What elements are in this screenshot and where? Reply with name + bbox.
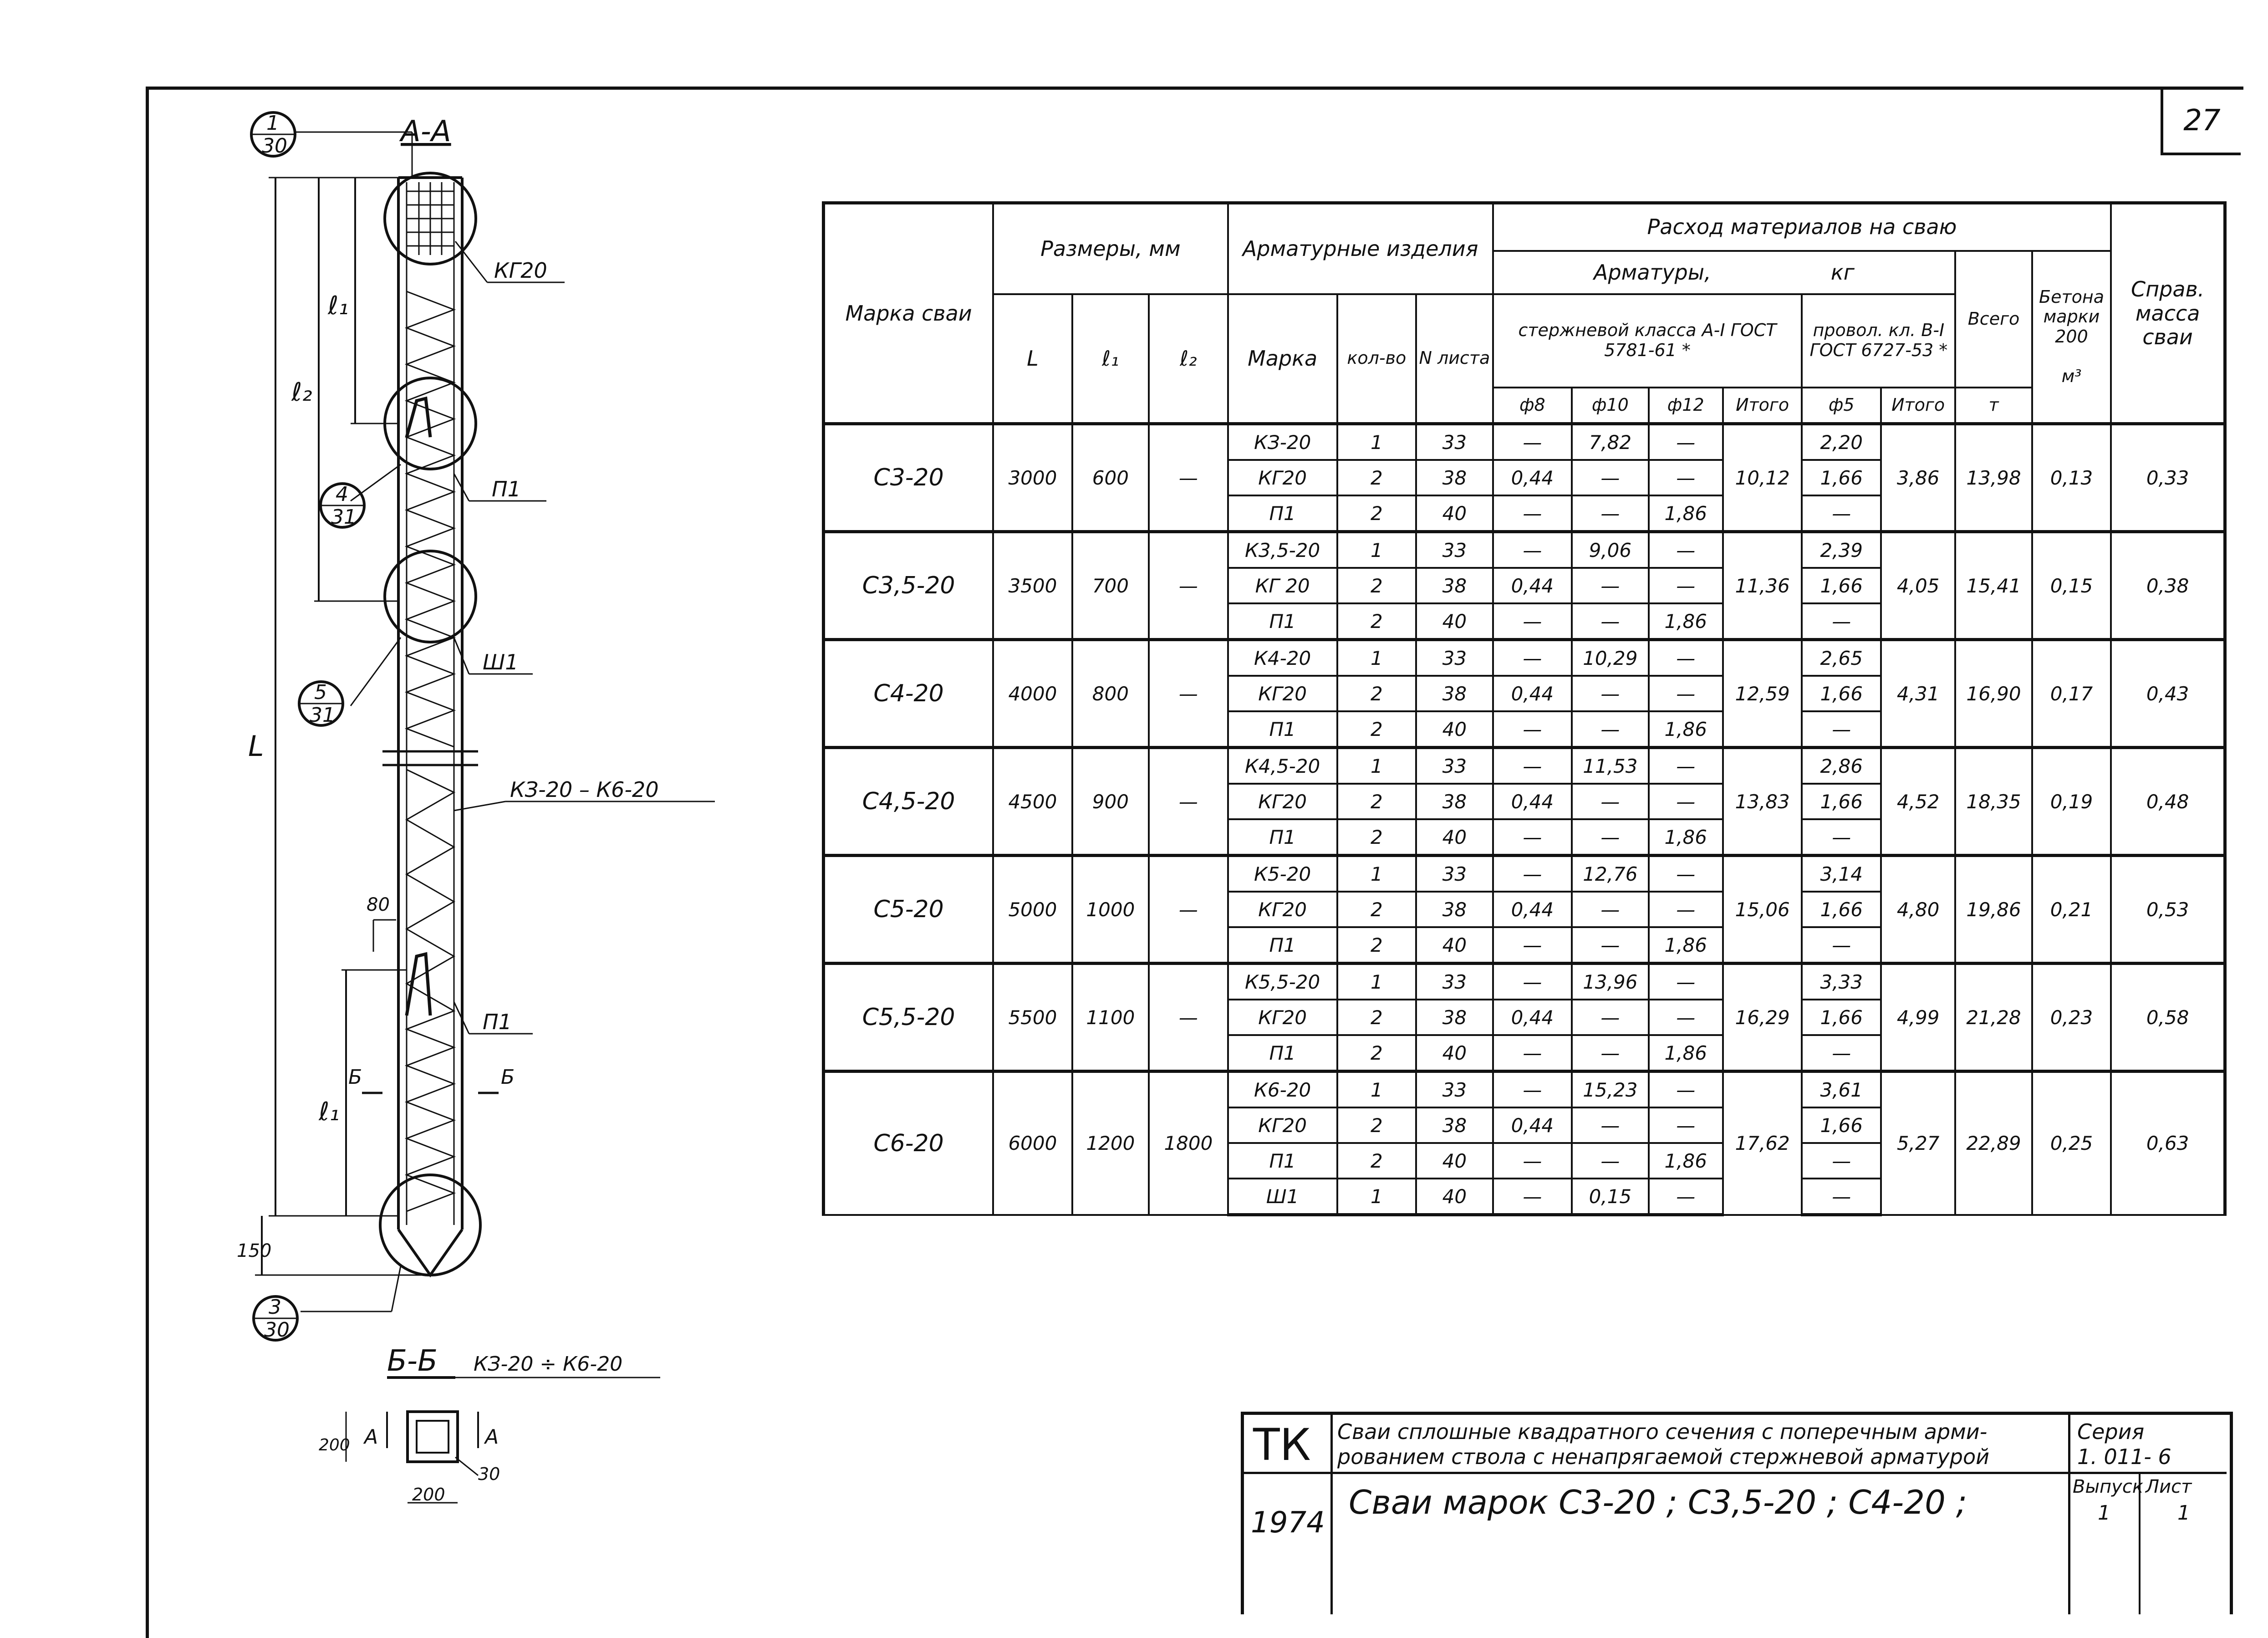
product-sheet: 40: [1416, 819, 1493, 856]
rebar-d10: 9,06: [1572, 532, 1648, 568]
rebar-d10: 10,29: [1572, 640, 1648, 676]
rebar-d12: —: [1649, 892, 1723, 927]
rebar-d12: —: [1649, 532, 1723, 568]
product-mark: П1: [1228, 819, 1337, 856]
rebar-d10: —: [1572, 1143, 1648, 1179]
total-all: 13,98: [1955, 424, 2032, 532]
rebar-d10: 0,15: [1572, 1179, 1648, 1215]
product-sheet: 33: [1416, 964, 1493, 1000]
label-dim-150: 150: [237, 1240, 272, 1261]
rebar-d8: —: [1493, 1179, 1572, 1215]
wire-d5: 3,33: [1802, 964, 1881, 1000]
rebar-d12: —: [1649, 784, 1723, 819]
tb-series-label: Серия: [2077, 1419, 2145, 1444]
header-rod: стержневой класса А-I ГОСТ 5781-61 *: [1493, 294, 1802, 388]
wire-d5: 3,61: [1802, 1072, 1881, 1108]
header-L: L: [993, 294, 1072, 424]
rebar-d8: 0,44: [1493, 568, 1572, 603]
tb-title: Сваи марок С3-20 ; С3,5-20 ; С4-20 ;: [1349, 1483, 1967, 1521]
rebar-d10: —: [1572, 819, 1648, 856]
product-sheet: 40: [1416, 1179, 1493, 1215]
table-row: [824, 424, 2225, 460]
rebar-d10: —: [1572, 784, 1648, 819]
pile-l2: —: [1149, 856, 1228, 964]
product-qty: 2: [1337, 1000, 1417, 1035]
pile-mass: 0,63: [2111, 1072, 2225, 1215]
label-l2: ℓ₂: [291, 378, 312, 407]
product-qty: 1: [1337, 532, 1417, 568]
wire-d5: 1,66: [1802, 892, 1881, 927]
rebar-total: 10,12: [1723, 424, 1802, 532]
product-qty: 1: [1337, 856, 1417, 892]
label-kg20: КГ20: [494, 258, 547, 283]
rebar-d8: 0,44: [1493, 1107, 1572, 1143]
pile-mass: 0,48: [2111, 748, 2225, 856]
pile-l2: —: [1149, 532, 1228, 640]
rebar-d10: —: [1572, 460, 1648, 495]
section-bb-caption: КЗ-20 ÷ К6-20: [474, 1352, 623, 1376]
header-p-mark: Марка: [1228, 294, 1337, 424]
product-qty: 1: [1337, 748, 1417, 784]
product-mark: КГ20: [1228, 1000, 1337, 1035]
callout-4-den: 30: [264, 1318, 290, 1342]
wire-d5: 2,86: [1802, 748, 1881, 784]
rebar-d10: —: [1572, 676, 1648, 711]
pile-mass: 0,38: [2111, 532, 2225, 640]
rebar-d10: —: [1572, 927, 1648, 964]
product-mark: К4-20: [1228, 640, 1337, 676]
rebar-d10: —: [1572, 495, 1648, 532]
rebar-d8: 0,44: [1493, 892, 1572, 927]
product-qty: 2: [1337, 676, 1417, 711]
pile-mass: 0,53: [2111, 856, 2225, 964]
rebar-d10: —: [1572, 568, 1648, 603]
concrete-volume: 0,21: [2032, 856, 2111, 964]
rebar-d10: —: [1572, 603, 1648, 640]
rebar-d8: —: [1493, 964, 1572, 1000]
concrete-volume: 0,19: [2032, 748, 2111, 856]
total-all: 21,28: [1955, 964, 2032, 1072]
product-mark: КГ20: [1228, 676, 1337, 711]
pile-mark: С5,5-20: [824, 964, 994, 1072]
product-mark: П1: [1228, 1035, 1337, 1072]
rebar-d10: —: [1572, 711, 1648, 748]
rebar-d12: —: [1649, 1000, 1723, 1035]
wire-d5: —: [1802, 819, 1881, 856]
product-sheet: 40: [1416, 1035, 1493, 1072]
materials-table: [822, 201, 2227, 1216]
tb-series-value: 1. 011- 6: [2077, 1444, 2171, 1469]
rebar-d8: 0,44: [1493, 676, 1572, 711]
rebar-d12: —: [1649, 424, 1723, 460]
product-qty: 2: [1337, 892, 1417, 927]
header-all: Всего: [1955, 251, 2032, 388]
callout-4-num: 3: [269, 1296, 281, 1319]
pile-length: 3000: [993, 424, 1072, 532]
wire-total: 4,99: [1881, 964, 1955, 1072]
product-qty: 1: [1337, 1072, 1417, 1108]
header-wire-total: Итого: [1881, 388, 1955, 424]
product-qty: 2: [1337, 1143, 1417, 1179]
header-p-qty: кол-во: [1337, 294, 1417, 424]
header-sizes: Размеры, мм: [993, 203, 1228, 294]
table-row: [824, 532, 2225, 568]
product-sheet: 33: [1416, 640, 1493, 676]
product-sheet: 33: [1416, 424, 1493, 460]
product-sheet: 40: [1416, 495, 1493, 532]
product-mark: К4,5-20: [1228, 748, 1337, 784]
rebar-d12: 1,86: [1649, 1035, 1723, 1072]
wire-d5: —: [1802, 1035, 1881, 1072]
rebar-d12: 1,86: [1649, 1143, 1723, 1179]
total-all: 19,86: [1955, 856, 2032, 964]
product-sheet: 38: [1416, 1107, 1493, 1143]
rebar-d8: —: [1493, 856, 1572, 892]
label-p1-upper: П1: [492, 477, 521, 501]
product-mark: КГ20: [1228, 892, 1337, 927]
callout-3-den: 31: [310, 704, 335, 727]
product-qty: 2: [1337, 495, 1417, 532]
table-row: [824, 1072, 2225, 1108]
pile-l1: 1000: [1072, 856, 1149, 964]
product-mark: П1: [1228, 1143, 1337, 1179]
wire-d5: 2,39: [1802, 532, 1881, 568]
product-mark: КГ20: [1228, 784, 1337, 819]
rebar-d12: 1,86: [1649, 495, 1723, 532]
pile-l1: 800: [1072, 640, 1149, 748]
wire-d5: 1,66: [1802, 1107, 1881, 1143]
tb-sheet-label: Лист: [2146, 1476, 2192, 1497]
product-qty: 2: [1337, 784, 1417, 819]
wire-total: 4,52: [1881, 748, 1955, 856]
rebar-d8: —: [1493, 495, 1572, 532]
label-L: L: [248, 730, 264, 763]
label-dim-200-v: 200: [319, 1436, 350, 1454]
label-l1-lower: ℓ₁: [319, 1097, 340, 1127]
rebar-d8: 0,44: [1493, 784, 1572, 819]
label-cut-a-left: А: [364, 1425, 378, 1449]
rebar-total: 16,29: [1723, 964, 1802, 1072]
product-qty: 2: [1337, 568, 1417, 603]
rebar-d10: 11,53: [1572, 748, 1648, 784]
rebar-d8: 0,44: [1493, 460, 1572, 495]
pile-length: 4000: [993, 640, 1072, 748]
pile-l2: —: [1149, 748, 1228, 856]
title-block: [1241, 1412, 2233, 1614]
rebar-d10: 15,23: [1572, 1072, 1648, 1108]
pile-l2: —: [1149, 424, 1228, 532]
header-d8: ф8: [1493, 388, 1572, 424]
table-row: [824, 856, 2225, 892]
section-aa-title: А-А: [401, 115, 451, 148]
sheet-number: 27: [2161, 89, 2241, 155]
product-mark: КГ20: [1228, 1107, 1337, 1143]
product-sheet: 33: [1416, 532, 1493, 568]
label-cut-b-left: Б: [348, 1066, 362, 1089]
table-row: [824, 748, 2225, 784]
label-p1-lower: П1: [483, 1010, 512, 1034]
header-total: Итого: [1723, 388, 1802, 424]
tb-issue-label: Выпуск: [2073, 1476, 2143, 1497]
rebar-d8: —: [1493, 532, 1572, 568]
total-all: 22,89: [1955, 1072, 2032, 1215]
header-l2: ℓ₂: [1149, 294, 1228, 424]
product-qty: 2: [1337, 927, 1417, 964]
product-sheet: 33: [1416, 856, 1493, 892]
table-row: [824, 640, 2225, 676]
rebar-d12: —: [1649, 748, 1723, 784]
wire-d5: —: [1802, 711, 1881, 748]
wire-d5: —: [1802, 603, 1881, 640]
rebar-total: 12,59: [1723, 640, 1802, 748]
pile-l1: 1100: [1072, 964, 1149, 1072]
rebar-d12: —: [1649, 964, 1723, 1000]
rebar-d10: —: [1572, 1035, 1648, 1072]
pile-mass: 0,33: [2111, 424, 2225, 532]
product-sheet: 40: [1416, 711, 1493, 748]
wire-total: 4,80: [1881, 856, 1955, 964]
total-all: 16,90: [1955, 640, 2032, 748]
rebar-d8: —: [1493, 1035, 1572, 1072]
product-sheet: 33: [1416, 748, 1493, 784]
rebar-d12: —: [1649, 676, 1723, 711]
pile-mark: С5-20: [824, 856, 994, 964]
pile-length: 5000: [993, 856, 1072, 964]
tb-code: ТК: [1253, 1419, 1311, 1470]
product-mark: Ш1: [1228, 1179, 1337, 1215]
concrete-volume: 0,17: [2032, 640, 2111, 748]
product-mark: П1: [1228, 711, 1337, 748]
header-d12: ф12: [1649, 388, 1723, 424]
callout-2-den: 31: [331, 505, 357, 529]
header-p-sheet: N листа: [1416, 294, 1493, 424]
rebar-d12: 1,86: [1649, 819, 1723, 856]
header-wire: провол. кл. В-I ГОСТ 6727-53 *: [1802, 294, 1955, 388]
pile-mass: 0,58: [2111, 964, 2225, 1072]
wire-d5: —: [1802, 927, 1881, 964]
rebar-d8: —: [1493, 819, 1572, 856]
callout-1-den: 30: [262, 134, 287, 158]
rebar-d12: —: [1649, 460, 1723, 495]
rebar-d8: —: [1493, 1143, 1572, 1179]
label-dim-80: 80: [367, 894, 390, 915]
product-mark: КГ 20: [1228, 568, 1337, 603]
wire-d5: 3,14: [1802, 856, 1881, 892]
label-dim-200-h: 200: [412, 1485, 445, 1505]
product-sheet: 38: [1416, 676, 1493, 711]
callout-2-num: 4: [336, 483, 348, 506]
header-d10: ф10: [1572, 388, 1648, 424]
pile-mark: С3,5-20: [824, 532, 994, 640]
pile-l2: —: [1149, 964, 1228, 1072]
pile-l2: —: [1149, 640, 1228, 748]
rebar-total: 11,36: [1723, 532, 1802, 640]
rebar-d8: —: [1493, 640, 1572, 676]
rebar-d12: —: [1649, 856, 1723, 892]
pile-length: 6000: [993, 1072, 1072, 1215]
product-qty: 1: [1337, 1179, 1417, 1215]
pile-l1: 900: [1072, 748, 1149, 856]
concrete-volume: 0,25: [2032, 1072, 2111, 1215]
header-rebar: Арматуры, кг: [1493, 251, 1956, 294]
rebar-d12: —: [1649, 640, 1723, 676]
product-qty: 1: [1337, 424, 1417, 460]
pile-l1: 700: [1072, 532, 1149, 640]
pile-length: 4500: [993, 748, 1072, 856]
product-mark: К5-20: [1228, 856, 1337, 892]
product-sheet: 38: [1416, 892, 1493, 927]
tb-description-2: рованием ствола с ненапрягаемой стержневой арматурой: [1337, 1444, 1990, 1469]
rebar-total: 17,62: [1723, 1072, 1802, 1215]
rebar-d8: —: [1493, 603, 1572, 640]
label-cut-a-right: А: [485, 1425, 499, 1449]
rebar-d12: —: [1649, 568, 1723, 603]
table-row: [824, 964, 2225, 1000]
rebar-d10: 13,96: [1572, 964, 1648, 1000]
pile-l2: 1800: [1149, 1072, 1228, 1215]
concrete-volume: 0,23: [2032, 964, 2111, 1072]
label-sh1: Ш1: [483, 650, 519, 674]
label-cut-b-right: Б: [501, 1066, 515, 1089]
header-ref-mass: Справ. масса сваи: [2111, 203, 2225, 424]
tb-issue-value: 1: [2098, 1501, 2110, 1525]
rebar-d12: —: [1649, 1107, 1723, 1143]
tb-year: 1974: [1251, 1506, 1325, 1540]
rebar-total: 13,83: [1723, 748, 1802, 856]
rebar-d8: —: [1493, 748, 1572, 784]
product-qty: 2: [1337, 460, 1417, 495]
pile-mark: С4,5-20: [824, 748, 994, 856]
wire-d5: 1,66: [1802, 568, 1881, 603]
callout-3-num: 5: [314, 681, 327, 704]
rebar-d10: 12,76: [1572, 856, 1648, 892]
rebar-d12: 1,86: [1649, 927, 1723, 964]
wire-d5: 2,65: [1802, 640, 1881, 676]
header-consumption: Расход материалов на сваю: [1493, 203, 2111, 251]
total-all: 15,41: [1955, 532, 2032, 640]
product-mark: КГ20: [1228, 460, 1337, 495]
rebar-d10: —: [1572, 1107, 1648, 1143]
product-qty: 2: [1337, 1035, 1417, 1072]
wire-d5: 1,66: [1802, 784, 1881, 819]
product-qty: 1: [1337, 640, 1417, 676]
rebar-d8: —: [1493, 424, 1572, 460]
pile-drawing: [0, 0, 751, 1611]
pile-length: 3500: [993, 532, 1072, 640]
header-t: т: [1955, 388, 2032, 424]
product-mark: П1: [1228, 603, 1337, 640]
pile-mark: С6-20: [824, 1072, 994, 1215]
product-qty: 2: [1337, 1107, 1417, 1143]
wire-d5: 1,66: [1802, 676, 1881, 711]
rebar-d12: 1,86: [1649, 711, 1723, 748]
header-products: Арматурные изделия: [1228, 203, 1493, 294]
product-qty: 2: [1337, 819, 1417, 856]
total-all: 18,35: [1955, 748, 2032, 856]
product-sheet: 40: [1416, 1143, 1493, 1179]
rebar-d12: 1,86: [1649, 603, 1723, 640]
product-mark: К3,5-20: [1228, 532, 1337, 568]
label-dim-30: 30: [478, 1464, 500, 1484]
header-l1: ℓ₁: [1072, 294, 1149, 424]
concrete-volume: 0,13: [2032, 424, 2111, 532]
wire-d5: —: [1802, 1143, 1881, 1179]
product-mark: П1: [1228, 927, 1337, 964]
wire-d5: 2,20: [1802, 424, 1881, 460]
pile-mark: С3-20: [824, 424, 994, 532]
rebar-d8: —: [1493, 711, 1572, 748]
product-qty: 1: [1337, 964, 1417, 1000]
product-mark: КЗ-20: [1228, 424, 1337, 460]
pile-mass: 0,43: [2111, 640, 2225, 748]
product-sheet: 40: [1416, 603, 1493, 640]
product-sheet: 38: [1416, 568, 1493, 603]
rebar-d8: —: [1493, 927, 1572, 964]
rebar-d8: 0,44: [1493, 1000, 1572, 1035]
header-concrete: Бетона марки 200 м³: [2032, 251, 2111, 424]
header-mark: Марка сваи: [824, 203, 994, 424]
rebar-total: 15,06: [1723, 856, 1802, 964]
header-d5: ф5: [1802, 388, 1881, 424]
rebar-d10: 7,82: [1572, 424, 1648, 460]
label-k-range: КЗ-20 – К6-20: [510, 777, 659, 802]
product-qty: 2: [1337, 603, 1417, 640]
wire-total: 4,05: [1881, 532, 1955, 640]
product-sheet: 33: [1416, 1072, 1493, 1108]
product-sheet: 38: [1416, 1000, 1493, 1035]
rebar-d10: —: [1572, 1000, 1648, 1035]
product-qty: 2: [1337, 711, 1417, 748]
wire-total: 4,31: [1881, 640, 1955, 748]
tb-description-1: Сваи сплошные квадратного сечения с поперечным арми-: [1337, 1419, 1988, 1444]
pile-length: 5500: [993, 964, 1072, 1072]
rebar-d10: —: [1572, 892, 1648, 927]
wire-d5: 1,66: [1802, 1000, 1881, 1035]
callout-1-num: 1: [266, 112, 279, 135]
pile-l1: 1200: [1072, 1072, 1149, 1215]
product-mark: П1: [1228, 495, 1337, 532]
pile-mark: С4-20: [824, 640, 994, 748]
wire-d5: 1,66: [1802, 460, 1881, 495]
label-l1-upper: ℓ₁: [328, 291, 349, 321]
concrete-volume: 0,15: [2032, 532, 2111, 640]
wire-d5: —: [1802, 1179, 1881, 1215]
wire-d5: —: [1802, 495, 1881, 532]
tb-sheet-value: 1: [2177, 1501, 2190, 1525]
rebar-d8: —: [1493, 1072, 1572, 1108]
wire-total: 3,86: [1881, 424, 1955, 532]
wire-total: 5,27: [1881, 1072, 1955, 1215]
pile-l1: 600: [1072, 424, 1149, 532]
rebar-d12: —: [1649, 1072, 1723, 1108]
product-sheet: 38: [1416, 460, 1493, 495]
section-bb-title: Б-Б: [387, 1344, 438, 1378]
product-sheet: 40: [1416, 927, 1493, 964]
product-mark: К5,5-20: [1228, 964, 1337, 1000]
rebar-d12: —: [1649, 1179, 1723, 1215]
product-mark: К6-20: [1228, 1072, 1337, 1108]
product-sheet: 38: [1416, 784, 1493, 819]
